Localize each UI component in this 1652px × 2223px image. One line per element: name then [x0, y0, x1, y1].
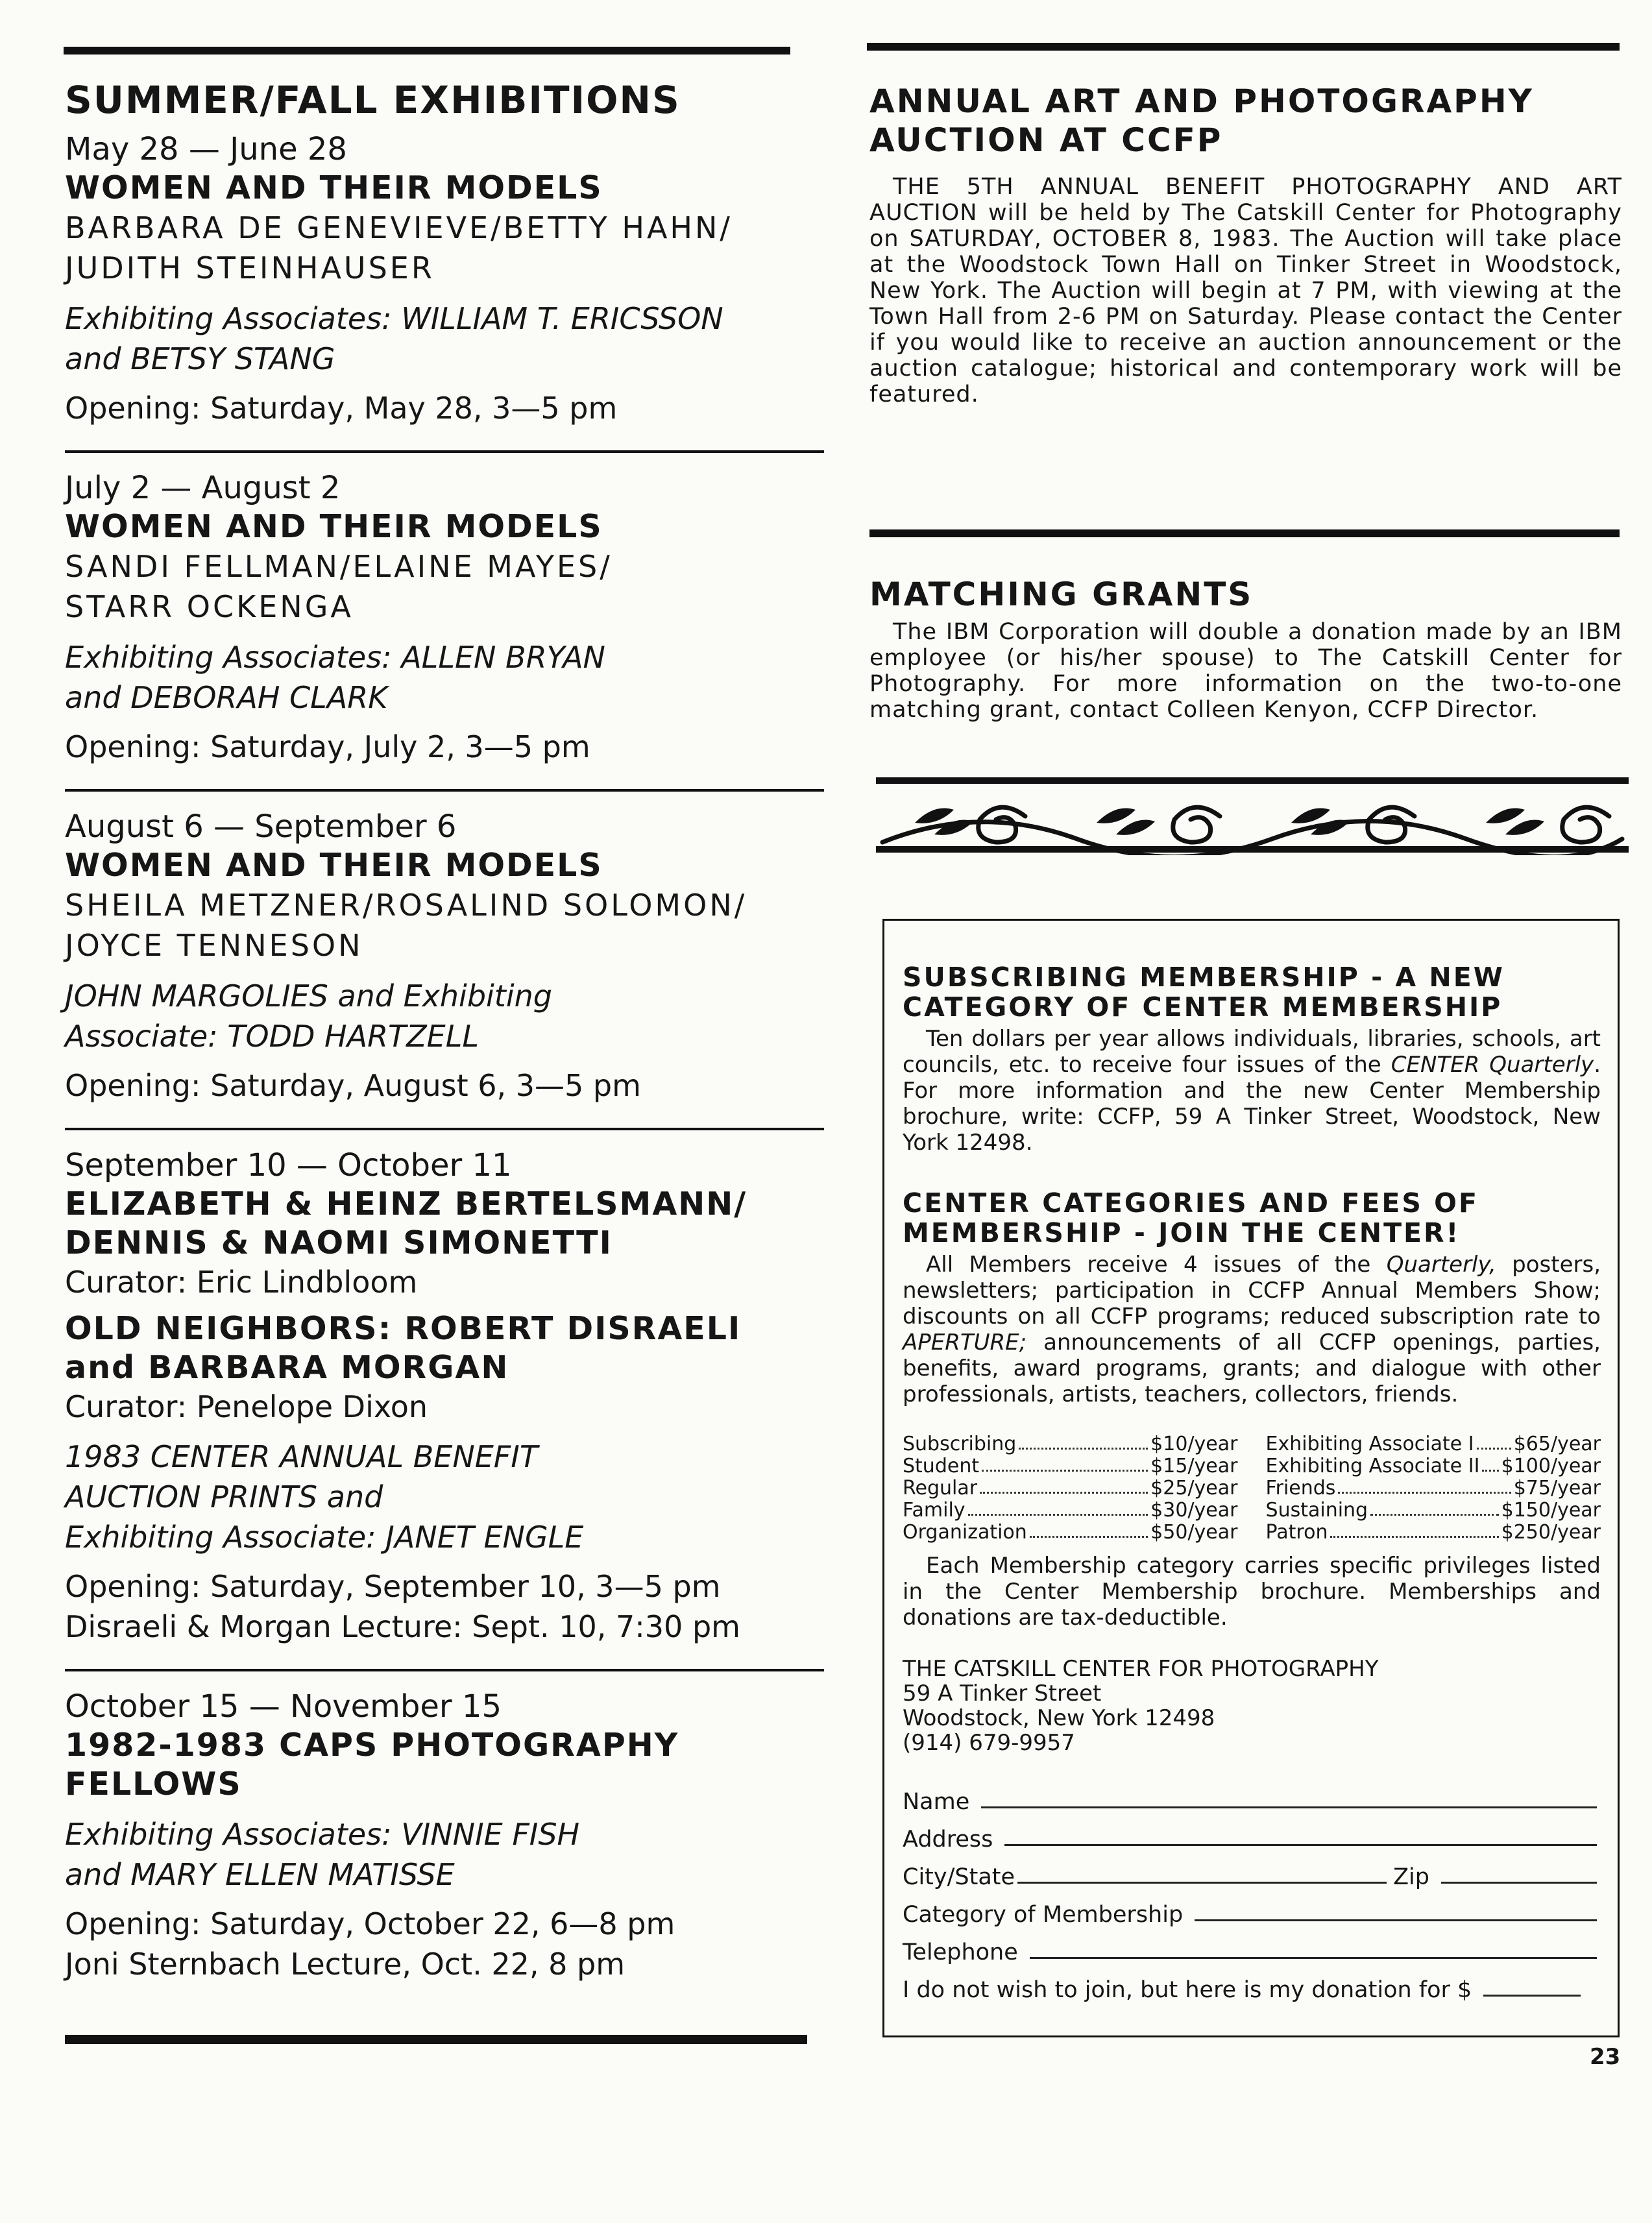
telephone-field[interactable]: [1030, 1957, 1597, 1959]
fee-column-right: [1266, 1433, 1601, 1544]
donation-field[interactable]: [1483, 1995, 1581, 1997]
telephone-label: Telephone: [903, 1939, 1018, 1965]
exhibition-5: [65, 1687, 824, 1984]
subscribing-body: [903, 1026, 1601, 1156]
bottom-rule-left: [65, 2035, 807, 2044]
fee-row: [903, 1433, 1237, 1455]
fee-price: $150/year: [1501, 1499, 1601, 1522]
text-run: APERTURE;: [903, 1330, 1027, 1355]
form-row-city: [903, 1852, 1601, 1890]
exhibition-title: WOMEN AND THEIR MODELS: [65, 169, 603, 206]
fee-row: [1266, 1455, 1601, 1477]
associates-line: Exhibiting Associate: JANET ENGLE: [65, 1520, 584, 1555]
decorative-vine-border: [876, 777, 1629, 855]
opening-info: [65, 1566, 824, 1647]
fee-table: [903, 1433, 1601, 1544]
top-rule-right: [867, 43, 1620, 51]
exhibiting-associates: [65, 1814, 824, 1895]
auction-body: THE 5TH ANNUAL BENEFIT PHOTOGRAPHY AND ART AUCTION will be held by The Catskill Center for Photography on SATURDAY, OCTOBER 8, 1983. The Auction will take place at the Woodstock Town Hall on Tinker Street in Woodstock, New York. The Auction will begin at 7 PM, with viewing at the Town Hall from 2-6 PM on Saturday. Please contact the Center if you would like to receive an auction announcement or the auction catalogue; historical and contemporary work will be featured.: [869, 174, 1622, 407]
exhibition-artists: JOYCE TENNESON: [65, 928, 363, 963]
exhibition-title: DENNIS & NAOMI SIMONETTI: [65, 1224, 613, 1261]
exhibition-4: [65, 1146, 824, 1647]
subscribing-title: CATEGORY OF CENTER MEMBERSHIP: [903, 991, 1503, 1023]
associates-line: AUCTION PRINTS and: [65, 1479, 383, 1514]
mid-rule-right: [869, 529, 1620, 537]
exhibition-artists: BARBARA DE GENEVIEVE/BETTY HAHN/: [65, 210, 733, 245]
grants-title: MATCHING GRANTS: [869, 576, 1254, 613]
exhibition-title: WOMEN AND THEIR MODELS: [65, 847, 603, 884]
exhibiting-associates: [65, 298, 824, 379]
associates-line: JOHN MARGOLIES and Exhibiting: [65, 978, 552, 1014]
fee-name: Friends: [1265, 1477, 1336, 1500]
exhibition-title: ELIZABETH & HEINZ BERTELSMANN/: [65, 1185, 747, 1222]
exhibition-artists: JUDITH STEINHAUSER: [65, 250, 435, 285]
grants-section: [869, 575, 1622, 723]
membership-form: [903, 1777, 1601, 2003]
exhibition-title: WOMEN AND THEIR MODELS: [65, 508, 603, 545]
text-run: posters, newsletters; participation in CCFP Annual Members Show; discounts on all CCFP programs; reduced subscription rate to: [903, 1252, 1601, 1330]
name-field[interactable]: [981, 1806, 1597, 1808]
exhibitions-title: SUMMER/FALL EXHIBITIONS: [65, 78, 681, 122]
fee-price: $65/year: [1513, 1433, 1601, 1455]
associates-line: and MARY ELLEN MATISSE: [65, 1857, 455, 1892]
grants-body: The IBM Corporation will double a donation made by an IBM employee (or his/her spouse) to The Catskill Center for Photography. For more information on the two-to-one matching grant, contact Colleen Kenyon, CCFP Director.: [869, 619, 1622, 723]
exhibition-date: August 6 — September 6: [65, 808, 457, 845]
quarterly-title: CENTER Quarterly: [1391, 1052, 1594, 1078]
associates-line: Exhibiting Associates: ALLEN BRYAN: [65, 640, 605, 675]
exhibitions-column: [65, 78, 824, 1984]
membership-box: [882, 919, 1620, 2037]
opening-line: Opening: Saturday, October 22, 6—8 pm: [65, 1906, 675, 1941]
zip-label: Zip: [1393, 1864, 1429, 1890]
category-field[interactable]: [1195, 1919, 1597, 1921]
address-line: 59 A Tinker Street: [903, 1681, 1102, 1707]
fee-price: $100/year: [1501, 1455, 1601, 1477]
curator: Curator: Penelope Dixon: [65, 1389, 428, 1424]
address-label: Address: [903, 1827, 993, 1852]
fee-row: [1266, 1477, 1601, 1500]
page-number: 23: [1590, 2044, 1621, 2070]
exhibiting-associates: [65, 1437, 824, 1557]
exhibition-artists: SANDI FELLMAN/ELAINE MAYES/: [65, 549, 613, 584]
fee-row: [1266, 1522, 1601, 1544]
exhibiting-associates: [65, 976, 824, 1056]
exhibition-date: May 28 — June 28: [65, 131, 347, 167]
associates-line: and BETSY STANG: [65, 341, 335, 376]
address-field[interactable]: [1004, 1844, 1597, 1846]
auction-section: [869, 82, 1622, 407]
fee-name: Regular: [903, 1477, 978, 1500]
associates-line: Exhibiting Associates: VINNIE FISH: [65, 1817, 580, 1852]
fee-name: Organization: [903, 1521, 1027, 1544]
auction-title: ANNUAL ART AND PHOTOGRAPHY: [869, 82, 1534, 120]
opening-info: [65, 1904, 824, 1984]
fee-name: Student: [903, 1455, 980, 1477]
phone-number: (914) 679-9957: [903, 1730, 1075, 1756]
associates-line: 1983 CENTER ANNUAL BENEFIT: [65, 1439, 538, 1474]
fee-name: Exhibiting Associate II: [1265, 1455, 1480, 1477]
form-row-address: [903, 1815, 1601, 1852]
exhibition-date: September 10 — October 11: [65, 1147, 512, 1184]
fee-row: [903, 1477, 1237, 1500]
fee-name: Patron: [1265, 1521, 1328, 1544]
fee-name: Family: [903, 1499, 966, 1522]
section-divider: [65, 450, 824, 453]
center-address: [903, 1657, 1601, 1755]
exhibition-1: [65, 130, 824, 428]
categories-title: CENTER CATEGORIES AND FEES OF: [903, 1187, 1479, 1219]
exhibition-title: OLD NEIGHBORS: ROBERT DISRAELI: [65, 1310, 742, 1347]
fee-row: [1266, 1433, 1601, 1455]
exhibition-date: October 15 — November 15: [65, 1688, 502, 1725]
fee-row: [1266, 1500, 1601, 1522]
associates-line: Exhibiting Associates: WILLIAM T. ERICSSON: [65, 301, 723, 336]
fee-price: $250/year: [1501, 1521, 1601, 1544]
exhibition-artists: STARR OCKENGA: [65, 589, 354, 624]
text-run: announcements of all CCFP openings, parties, benefits, award programs, grants; and dialogue with other professionals, artists, teachers, collectors, friends.: [903, 1330, 1601, 1407]
categories-title: MEMBERSHIP - JOIN THE CENTER!: [903, 1217, 1461, 1248]
fee-price: $10/year: [1150, 1433, 1238, 1455]
fee-column-left: [903, 1433, 1237, 1544]
opening-info: Opening: Saturday, July 2, 3—5 pm: [65, 729, 590, 764]
category-label: Category of Membership: [903, 1902, 1184, 1928]
exhibiting-associates: [65, 637, 824, 718]
associates-line: Associate: TODD HARTZELL: [65, 1019, 479, 1054]
fee-row: [903, 1522, 1237, 1544]
associates-line: and DEBORAH CLARK: [65, 680, 388, 715]
exhibition-title: and BARBARA MORGAN: [65, 1349, 509, 1386]
exhibition-2: [65, 468, 824, 767]
opening-line: Opening: Saturday, September 10, 3—5 pm: [65, 1569, 721, 1604]
fee-row: [903, 1455, 1237, 1477]
fee-name: Exhibiting Associate I: [1265, 1433, 1474, 1455]
address-line: THE CATSKILL CENTER FOR PHOTOGRAPHY: [903, 1656, 1379, 1682]
fee-name: Sustaining: [1265, 1499, 1368, 1522]
opening-info: Opening: Saturday, August 6, 3—5 pm: [65, 1068, 641, 1103]
fee-price: $75/year: [1513, 1477, 1601, 1500]
auction-title: AUCTION AT CCFP: [869, 121, 1223, 159]
lecture-line: Disraeli & Morgan Lecture: Sept. 10, 7:30 pm: [65, 1609, 740, 1644]
opening-info: Opening: Saturday, May 28, 3—5 pm: [65, 391, 618, 426]
exhibition-title: 1982-1983 CAPS PHOTOGRAPHY FELLOWS: [65, 1727, 679, 1803]
text-run: Quarterly,: [1386, 1252, 1496, 1278]
exhibition-date: July 2 — August 2: [65, 470, 341, 506]
lecture-line: Joni Sternbach Lecture, Oct. 22, 8 pm: [65, 1947, 626, 1982]
privileges-note: Each Membership category carries specific privileges listed in the Center Membership brochure. Memberships and donations are tax-deductible.: [903, 1553, 1601, 1631]
categories-body: [903, 1252, 1601, 1407]
text-run: Ten dollars per year allows individuals, libraries, schools, art councils, etc. to receive four issues of the: [903, 1026, 1601, 1078]
section-divider: [65, 789, 824, 792]
name-label: Name: [903, 1789, 970, 1815]
city-state-field[interactable]: [1017, 1882, 1387, 1884]
form-row-telephone: [903, 1928, 1601, 1965]
text-run: . For more information and the new Center Membership brochure, write: CCFP, 59 A Tinker Street, Woodstock, New York 12498.: [903, 1052, 1601, 1156]
section-divider: [65, 1669, 824, 1671]
curator: Curator: Eric Lindbloom: [65, 1265, 418, 1300]
zip-field[interactable]: [1441, 1882, 1597, 1884]
form-row-name: [903, 1777, 1601, 1815]
fee-price: $50/year: [1150, 1521, 1238, 1544]
subscribing-title: SUBSCRIBING MEMBERSHIP - A NEW: [903, 962, 1505, 993]
text-run: All Members receive 4 issues of the: [926, 1252, 1387, 1278]
form-row-donation: [903, 1965, 1601, 2003]
fee-name: Subscribing: [903, 1433, 1017, 1455]
form-row-category: [903, 1890, 1601, 1928]
section-divider: [65, 1128, 824, 1130]
city-state-label: City/State: [903, 1864, 1015, 1890]
fee-price: $15/year: [1150, 1455, 1238, 1477]
fee-price: $25/year: [1150, 1477, 1238, 1500]
exhibition-artists: SHEILA METZNER/ROSALIND SOLOMON/: [65, 888, 747, 923]
address-line: Woodstock, New York 12498: [903, 1705, 1215, 1731]
fee-row: [903, 1500, 1237, 1522]
fee-price: $30/year: [1150, 1499, 1238, 1522]
exhibition-3: [65, 807, 824, 1106]
top-rule-left: [64, 47, 790, 55]
donation-label: I do not wish to join, but here is my donation for $: [903, 1977, 1472, 2003]
